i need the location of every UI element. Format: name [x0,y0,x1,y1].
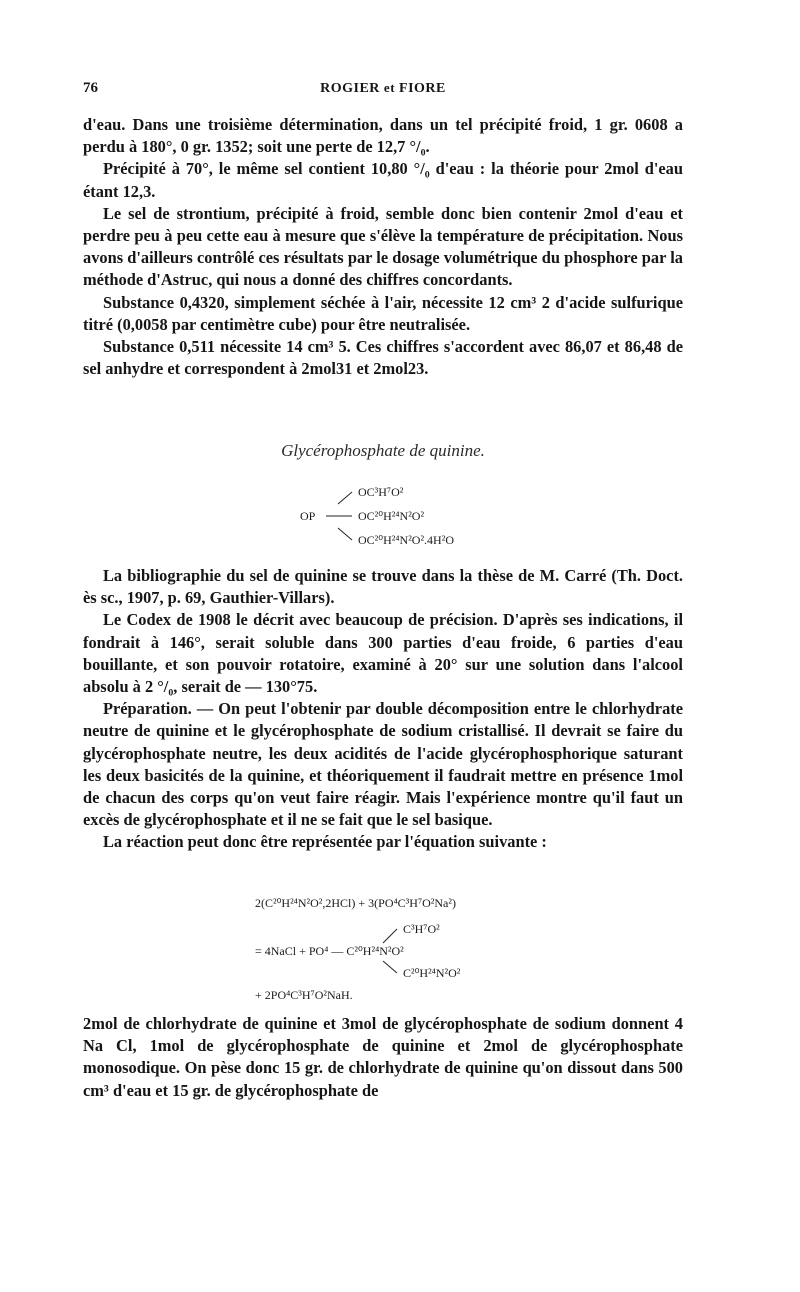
equation-middle: = 4NaCl + PO⁴ — C²⁰H²⁴N²O² [255,944,404,958]
structural-formula-1 [300,482,520,552]
bond-line [338,528,352,540]
page-number: 76 [83,80,98,96]
equation-branch3: C²⁰H²⁴N²O² [403,966,461,980]
paragraph: Substance 0,4320, simplement séchée à l'air, nécessite 12 cm³ 2 d'acide sulfurique titré (0,0058 par centimètre cube) pour être neutralisée. [83,292,683,334]
formula1-line1: OC³H⁷O² [358,485,404,499]
paragraph: La bibliographie du sel de quinine se trouve dans la thèse de M. Carré (Th. Doct. ès sc., 1907, p. 69, Gauthier-Villars). [83,566,683,608]
equation-tail: + 2PO⁴C³H⁷O²NaH. [255,988,353,1002]
paragraph: Préparation. — On peut l'obtenir par double décomposition entre le chlorhydrate neutre de quinine et le glycérophosphate de sodium cristallisé. Il devrait se faire du glycérophosphate neutre, les deux acidités de l'acide glycérophosphorique saturant les deux basicités de la quinine, et théoriquement il faudrait mettre en présence 1mol de chacun des corps qu'on veut faire réagir. Mais l'expérience montre qu'il faut un excès de glycérophosphate et il ne se fait que le sel basique. [83,699,683,830]
section-title: Glycérophosphate de quinine. [281,441,485,460]
running-title-conj: et [383,80,396,95]
formula1-prefix: OP [300,509,316,523]
paragraph: d'eau. Dans une troisième détermination, dans un tel précipité froid, 1 gr. 0608 a perdu à 180°, 0 gr. 1352; soit une perte de 12,7 °/₀. [83,115,683,157]
text-block-bottom [83,1013,683,1102]
paragraph: Substance 0,511 nécessite 14 cm³ 5. Ces chiffres s'accordent avec 86,07 et 86,48 de sel anhydre et correspondent à 2mol31 et 2mol23. [83,337,683,379]
bond-line [383,961,397,973]
running-title-main: ROGIER [320,81,380,96]
running-title [83,80,683,97]
paragraph: 2mol de chlorhydrate de quinine et 3mol de glycérophosphate de sodium donnent 4 Na Cl, 1mol de glycérophosphate de quinine et 2mol de glycérophosphate monosodique. On pèse donc 15 gr. de chlorhydrate de quinine qu'on dissout dans 500 cm³ d'eau et 15 gr. de glycérophosphate de [83,1014,683,1100]
equation-lhs: 2(C²⁰H²⁴N²O²,2HCl) + 3(PO⁴C³H⁷O²Na²) [255,896,456,910]
paragraph: Le sel de strontium, précipité à froid, semble donc bien contenir 2mol d'eau et perdre peu à peu cette eau à mesure que s'élève la température de précipitation. Nous avons d'ailleurs contrôlé ces résultats par le dosage volumétrique du phosphore par la méthode d'Astruc, qui nous a donné des chiffres concordants. [83,203,683,290]
page-header [83,80,683,100]
formula1-line3: OC²⁰H²⁴N²O².4H²O [358,533,454,547]
running-title-end: FIORE [399,81,446,96]
paragraph: La réaction peut donc être représentée par l'équation suivante : [103,832,547,852]
bond-line [383,929,397,943]
formula1-line2: OC²⁰H²⁴N²O² [358,509,425,523]
paragraph: Le Codex de 1908 le décrit avec beaucoup de précision. D'après ses indications, il fondrait à 146°, serait soluble dans 300 parties d'eau froide, 6 parties d'eau bouillante, et son pouvoir rotatoire, examiné à 20° sur une solution dans l'alcool absolu à 2 °/₀, serait de — 130°75. [83,610,683,697]
paragraph: Précipité à 70°, le même sel contient 10,80 °/₀ d'eau : la théorie pour 2mol d'eau étant 12,3. [83,159,683,201]
equation-branch1: C³H⁷O² [403,922,440,936]
text-block-top [83,114,683,380]
bond-line [338,492,352,504]
reaction-equation [255,893,585,1003]
text-block-middle [83,565,683,854]
